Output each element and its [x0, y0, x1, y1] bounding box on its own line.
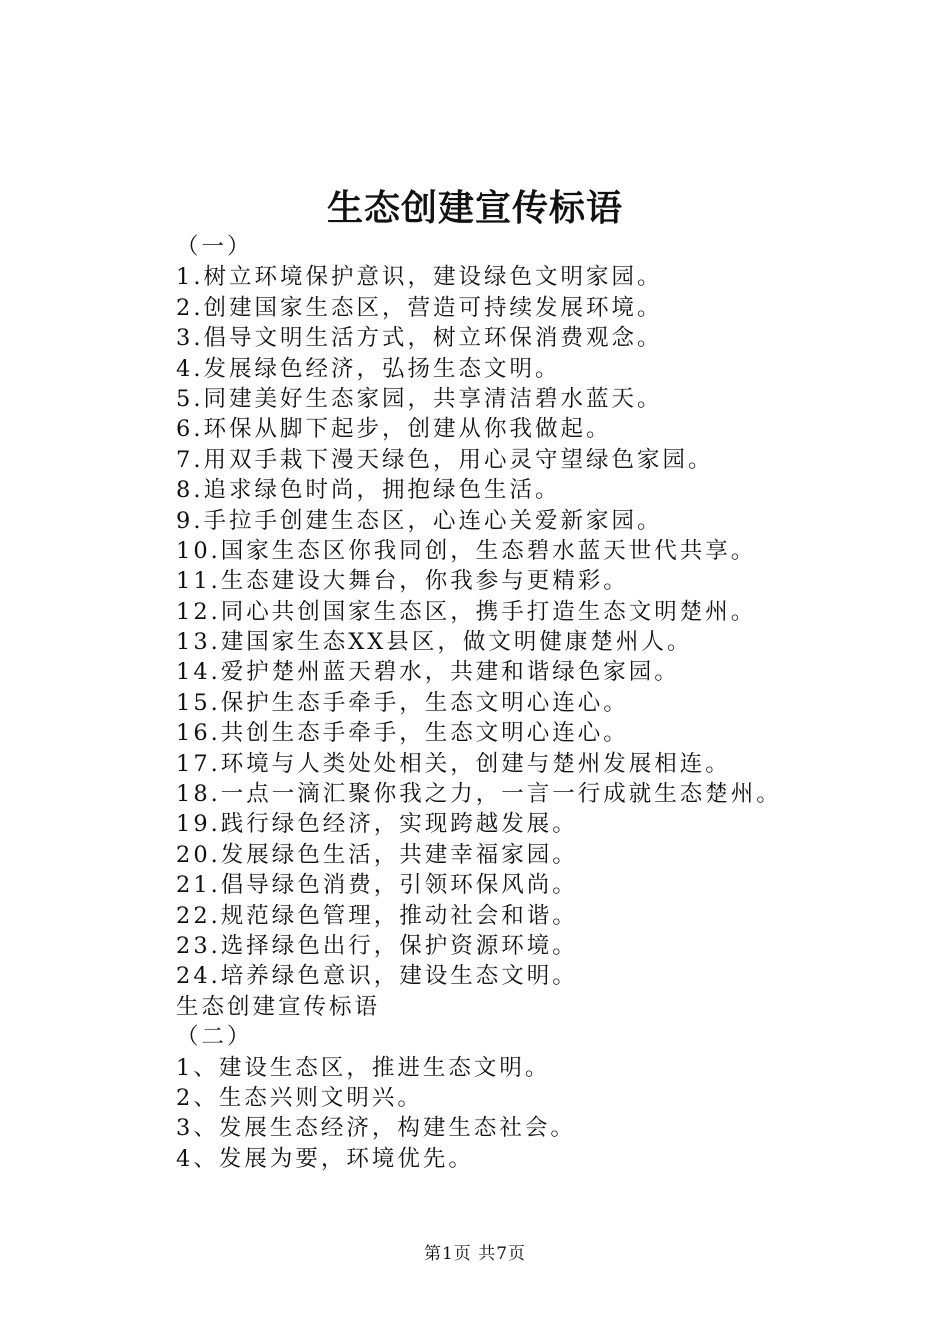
- subsection-title: 生态创建宣传标语: [176, 993, 381, 1020]
- page-footer: 第1页 共7页: [423, 1244, 527, 1264]
- slogan-line: 20.发展绿色生活，共建幸福家园。: [176, 841, 578, 868]
- slogan-line: 21.倡导绿色消费，引领环保风尚。: [176, 872, 578, 899]
- slogan-line: 2、生态兴则文明兴。: [176, 1084, 423, 1111]
- slogan-line: 13.建国家生态XX县区，做文明健康楚州人。: [176, 629, 693, 656]
- slogan-line: 3、发展生态经济，构建生态社会。: [176, 1115, 576, 1142]
- slogan-line: 17.环境与人类处处相关，创建与楚州发展相连。: [176, 750, 731, 777]
- slogan-line: 1、建设生态区，推进生态文明。: [176, 1054, 551, 1081]
- slogan-line: 11.生态建设大舞台，你我参与更精彩。: [176, 568, 629, 595]
- slogan-line: 22.规范绿色管理，推动社会和谐。: [176, 902, 578, 929]
- slogan-line: 12.同心共创国家生态区，携手打造生态文明楚州。: [176, 598, 757, 625]
- slogan-line: 15.保护生态手牵手，生态文明心连心。: [176, 689, 629, 716]
- slogan-line: 9.手拉手创建生态区，心连心关爱新家园。: [176, 507, 663, 534]
- slogan-line: 10.国家生态区你我同创，生态碧水蓝天世代共享。: [176, 537, 757, 564]
- slogan-line: 8.追求绿色时尚，拥抱绿色生活。: [176, 477, 561, 504]
- section-heading: （一）: [176, 234, 253, 260]
- slogan-line: 1.树立环境保护意识，建设绿色文明家园。: [176, 264, 663, 291]
- slogan-line: 7.用双手栽下漫天绿色，用心灵守望绿色家园。: [176, 446, 714, 473]
- slogan-list: [176, 232, 896, 1174]
- slogan-line: 4.发展绿色经济，弘扬生态文明。: [176, 355, 561, 382]
- page-title: 生态创建宣传标语: [326, 187, 623, 229]
- slogan-line: 16.共创生态手牵手，生态文明心连心。: [176, 720, 629, 747]
- slogan-line: 6.环保从脚下起步，创建从你我做起。: [176, 416, 612, 443]
- slogan-line: 19.践行绿色经济，实现跨越发展。: [176, 811, 578, 838]
- slogan-line: 24.培养绿色意识，建设生态文明。: [176, 963, 578, 990]
- slogan-line: 23.选择绿色出行，保护资源环境。: [176, 932, 578, 959]
- section-heading: （二）: [176, 1024, 253, 1051]
- slogan-line: 14.爱护楚州蓝天碧水，共建和谐绿色家园。: [176, 659, 680, 686]
- slogan-line: 3.倡导文明生活方式，树立环保消费观念。: [176, 325, 663, 352]
- slogan-line: 4、发展为要，环境优先。: [176, 1145, 474, 1172]
- slogan-line: 5.同建美好生态家园，共享清洁碧水蓝天。: [176, 385, 663, 412]
- slogan-line: 18.一点一滴汇聚你我之力，一言一行成就生态楚州。: [176, 781, 782, 808]
- slogan-line: 2.创建国家生态区，营造可持续发展环境。: [176, 294, 663, 321]
